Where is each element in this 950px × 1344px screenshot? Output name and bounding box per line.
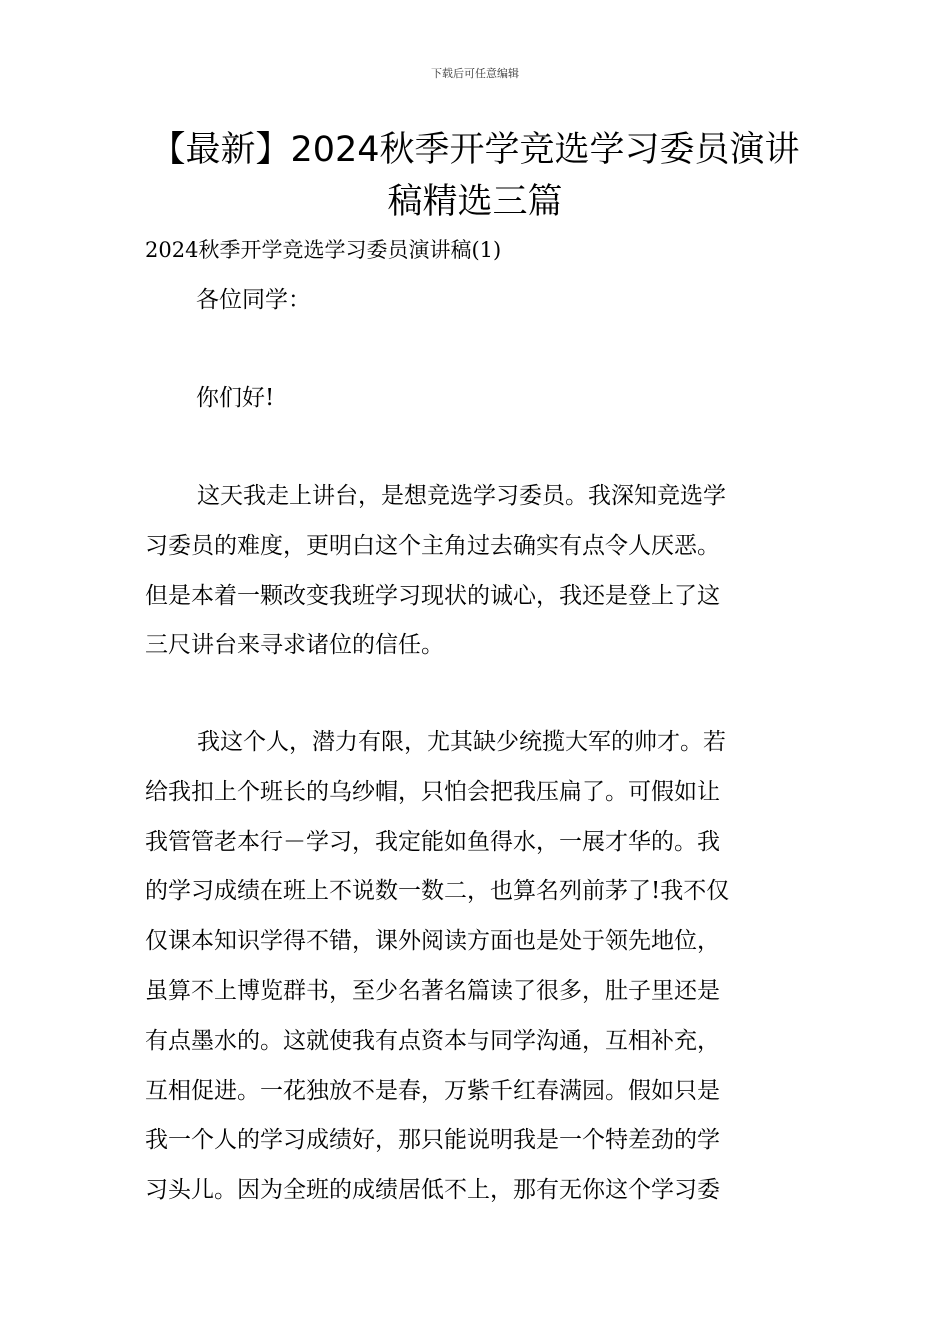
- paragraph-line: 虽算不上博览群书，至少名著名篇读了很多，肚子里还是: [145, 977, 720, 1004]
- paragraph-line: 习头儿。因为全班的成绩居低不上，那有无你这个学习委: [145, 1177, 720, 1204]
- paragraph-line: 我一个人的学习成绩好，那只能说明我是一个特差劲的学: [145, 1127, 720, 1154]
- paragraph-line: 我这个人，潜力有限，尤其缺少统揽大军的帅才。若: [197, 729, 726, 755]
- document-title-line-2: 稿精选三篇: [387, 182, 563, 222]
- paragraph-line: 有点墨水的。这就使我有点资本与同学沟通，互相补充，: [145, 1027, 720, 1054]
- paragraph-line: 互相促进。一花独放不是春，万紫千红春满园。假如只是: [145, 1077, 720, 1104]
- paragraph-line: 我管管老本行－学习，我定能如鱼得水，一展才华的。我: [145, 828, 720, 855]
- paragraph-line: 这天我走上讲台，是想竞选学习委员。我深知竞选学: [197, 483, 726, 509]
- section-subtitle: 2024秋季开学竞选学习委员演讲稿(1): [145, 238, 502, 262]
- document-title: [140, 124, 810, 228]
- salutation: 各位同学：: [196, 287, 311, 313]
- document-title-line-1: 【最新】2024秋季开学竞选学习委员演讲: [150, 130, 800, 170]
- paragraph-line: 仅课本知识学得不错，课外阅读方面也是处于领先地位，: [145, 928, 720, 955]
- paragraph-line: 的学习成绩在班上不说数一数二，也算名列前茅了!我不仅: [145, 878, 730, 905]
- paragraph-2: [145, 718, 810, 1216]
- paragraph-line: 但是本着一颗改变我班学习现状的诚心，我还是登上了这: [145, 582, 720, 609]
- paragraph-line: 习委员的难度，更明白这个主角过去确实有点令人厌恶。: [145, 532, 720, 559]
- greeting: 你们好!: [196, 385, 275, 411]
- paragraph-line: 给我扣上个班长的乌纱帽，只怕会把我压扁了。可假如让: [145, 778, 720, 805]
- header-note: 下载后可任意编辑: [431, 67, 519, 80]
- paragraph-line: 三尺讲台来寻求诸位的信任。: [145, 632, 444, 659]
- paragraph-1: [145, 472, 810, 671]
